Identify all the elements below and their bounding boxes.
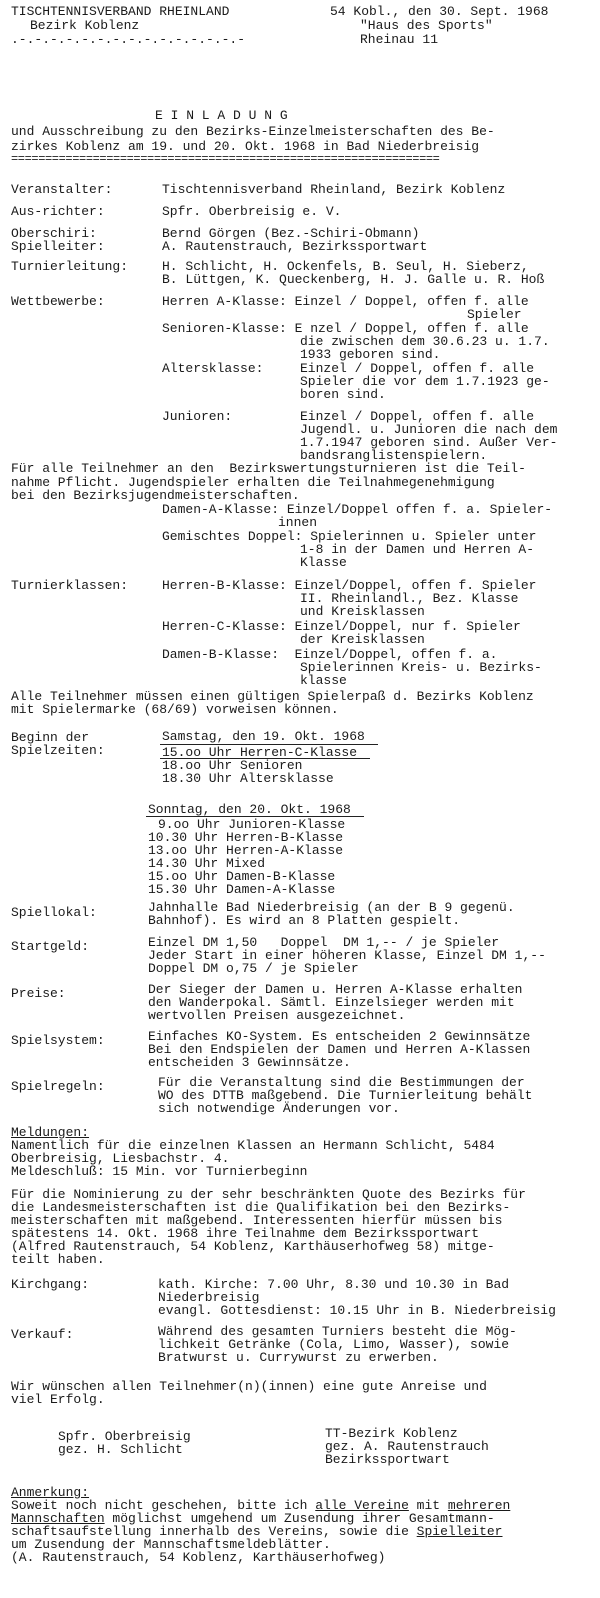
kirchgang-line-2: Niederbreisig bbox=[158, 1290, 260, 1305]
ausrichter-label: Aus-richter: bbox=[11, 204, 105, 219]
spielregeln-label: Spielregeln: bbox=[11, 1079, 105, 1094]
veranstalter-value: Tischtennisverband Rheinland, Bezirk Koblenz bbox=[162, 182, 506, 197]
startgeld-line-2: Jeder Start in einer höheren Klasse, Einzel DM 1,-- bbox=[148, 948, 546, 963]
nominierung-line-6: teilt haben. bbox=[11, 1252, 105, 1267]
oberschiri-label: Oberschiri: bbox=[11, 226, 97, 241]
spiellokal-label: Spiellokal: bbox=[11, 905, 97, 920]
gemischt-line-1: Gemischtes Doppel: Spielerinnen u. Spieler unter bbox=[162, 529, 537, 544]
herren-c-line-2: der Kreisklassen bbox=[300, 632, 425, 647]
sunday-entry: 10.30 Uhr Herren-B-Klasse bbox=[148, 830, 344, 845]
turnierleitung-label: Turnierleitung: bbox=[11, 259, 129, 274]
damen-b-line-1: Damen-B-Klasse: Einzel/Doppel, offen f. a. bbox=[162, 647, 498, 662]
preise-line-3: wertvollen Preisen ausgezeichnet. bbox=[148, 1008, 406, 1023]
kirchgang-label: Kirchgang: bbox=[11, 1277, 90, 1292]
herren-a-line-1: Herren A-Klasse: Einzel / Doppel, offen f. alle bbox=[162, 294, 529, 309]
damen-b-line-3: klasse bbox=[300, 673, 347, 688]
alters-name: Altersklasse: bbox=[162, 361, 264, 376]
senioren-line-2: die zwischen dem 30.6.23 u. 1.7. bbox=[300, 334, 550, 349]
spielsystem-line-2: Bei den Endspielen der Damen und Herren A-Klassen bbox=[148, 1042, 531, 1057]
anmerkung-line-5: (A. Rautenstrauch, 54 Koblenz, Karthäuserhofweg) bbox=[11, 1550, 386, 1565]
org-rule: .-.-.-.-.-.-.-.-.-.-.-.-.-.-.- bbox=[11, 32, 246, 47]
anmerkung-emphasis: alle Vereine bbox=[315, 1498, 409, 1513]
teilnahme-note-2: nahme Pflicht. Jugendspieler erhalten die Teilnahmegenehmigung bbox=[11, 475, 495, 490]
nominierung-line-4: spätestens 14. Okt. 1968 ihre Teilnahme dem Bezirkssportwart bbox=[11, 1226, 480, 1241]
damen-a-line-1: Damen-A-Klasse: Einzel/Doppel offen f. a. Spieler- bbox=[162, 502, 553, 517]
veranstalter-label: Veranstalter: bbox=[11, 182, 113, 197]
anmerkung-text: Soweit noch nicht geschehen, bitte ich bbox=[11, 1498, 316, 1513]
district-name: Bezirk Koblenz bbox=[30, 18, 140, 33]
date-line: 54 Kobl., den 30. Sept. 1968 bbox=[330, 4, 549, 19]
title-line-1: und Ausschreibung zu den Bezirks-Einzelmeisterschaften des Be- bbox=[11, 124, 495, 139]
junioren-line-2: Jugendl. u. Junioren die nach dem bbox=[300, 422, 558, 437]
spielregeln-line-2: WO des DTTB maßgebend. Die Turnierleitung behält bbox=[158, 1088, 533, 1103]
spielleiter-value: A. Rautenstrauch, Bezirkssportwart bbox=[162, 239, 428, 254]
oberschiri-value: Bernd Görgen (Bez.-Schiri-Obmann) bbox=[162, 226, 420, 241]
startgeld-line-1: Einzel DM 1,50 Doppel DM 1,-- / je Spieler bbox=[148, 935, 500, 950]
meldungen-heading: Meldungen: bbox=[11, 1125, 90, 1140]
anmerkung-emphasis: mehreren bbox=[447, 1498, 511, 1513]
herren-b-line-2: II. Rheinlandl., Bez. Klasse bbox=[300, 591, 519, 606]
closing-line-1: Wir wünschen allen Teilnehmer(n)(innen) eine gute Anreise und bbox=[11, 1379, 487, 1394]
alters-line-1: Einzel / Doppel, offen f. alle bbox=[300, 361, 535, 376]
herren-b-line-1: Herren-B-Klasse: Einzel/Doppel, offen f. Spieler bbox=[162, 578, 537, 593]
title-rule: =============================================================== bbox=[11, 152, 440, 166]
startgeld-line-3: Doppel DM o,75 / je Spieler bbox=[148, 961, 359, 976]
nominierung-line-5: (Alfred Rautenstrauch, 54 Koblenz, Karthäuserhofweg 58) mitge- bbox=[11, 1239, 495, 1254]
saturday-entry: 18.oo Uhr Senioren bbox=[162, 758, 303, 773]
schedule-label-1: Beginn der bbox=[11, 730, 90, 745]
verkauf-label: Verkauf: bbox=[11, 1327, 74, 1342]
nominierung-line-3: meisterschaften mit maßgebend. Interessenten hierfür müssen bis bbox=[11, 1213, 503, 1228]
anmerkung-text: möglichst umgehend um Zusendung ihrer Gesamtmann- bbox=[104, 1511, 495, 1526]
spielsystem-line-1: Einfaches KO-System. Es entscheiden 2 Gewinnsätze bbox=[148, 1029, 531, 1044]
herren-c-line-1: Herren-C-Klasse: Einzel/Doppel, nur f. Spieler bbox=[162, 619, 521, 634]
address-line-2: Rheinau 11 bbox=[360, 32, 439, 47]
spielregeln-line-1: Für die Veranstaltung sind die Bestimmungen der bbox=[158, 1075, 525, 1090]
teilnahme-note-3: bei den Bezirksjugendmeisterschaften. bbox=[11, 488, 300, 503]
spielsystem-label: Spielsystem: bbox=[11, 1033, 105, 1048]
junioren-line-3: 1.7.1947 geboren sind. Außer Ver- bbox=[300, 435, 558, 450]
turnierleitung-line-1: H. Schlicht, H. Ockenfels, B. Seul, H. Sieberz, bbox=[162, 259, 529, 274]
teilnahme-note-1: Für alle Teilnehmer an den Bezirkswertungsturnieren ist die Teil- bbox=[11, 461, 526, 476]
page-title: E I N L A D U N G bbox=[155, 108, 288, 123]
sunday-heading: Sonntag, den 20. Okt. 1968 bbox=[148, 802, 351, 817]
sunday-entry: 14.30 Uhr Mixed bbox=[148, 856, 266, 871]
saturday-entry: 18.30 Uhr Altersklasse bbox=[162, 771, 334, 786]
spielregeln-line-3: sich notwendige Änderungen vor. bbox=[158, 1101, 400, 1116]
turnierleitung-line-2: B. Lüttgen, K. Queckenberg, H. J. Galle u. R. Hoß bbox=[162, 272, 545, 287]
spiellokal-line-2: Bahnhof). Es wird an 8 Platten gespielt. bbox=[148, 913, 461, 928]
anmerkung-text: mit bbox=[408, 1498, 448, 1513]
meldungen-line-3: Meldeschluß: 15 Min. vor Turnierbeginn bbox=[11, 1164, 308, 1179]
startgeld-label: Startgeld: bbox=[11, 939, 90, 954]
meldungen-line-2: Oberbreisig, Liesbachstr. 4. bbox=[11, 1151, 230, 1166]
signature-right-line-3: Bezirkssportwart bbox=[325, 1452, 450, 1467]
preise-line-1: Der Sieger der Damen u. Herren A-Klasse erhalten bbox=[148, 982, 523, 997]
address-line-1: "Haus des Sports" bbox=[360, 18, 493, 33]
anmerkung-emphasis: Spielleiter bbox=[416, 1524, 503, 1539]
anmerkung-text: schaftsaufstellung innerhalb des Vereins, sowie die bbox=[11, 1524, 417, 1539]
herren-b-line-3: und Kreisklassen bbox=[300, 604, 425, 619]
junioren-line-4: bandsranglistenspielern. bbox=[300, 448, 488, 463]
sunday-entry: 15.30 Uhr Damen-A-Klasse bbox=[148, 882, 336, 897]
nominierung-line-2: die Landesmeisterschaften ist die Qualifikation bei den Bezirks- bbox=[11, 1200, 511, 1215]
org-name: TISCHTENNISVERBAND RHEINLAND bbox=[11, 4, 230, 19]
junioren-name: Junioren: bbox=[162, 409, 233, 424]
herren-a-line-2: Spieler bbox=[467, 307, 522, 322]
spielleiter-label: Spielleiter: bbox=[11, 239, 105, 254]
signature-right-line-1: TT-Bezirk Koblenz bbox=[325, 1426, 458, 1441]
nominierung-line-1: Für die Nominierung zu der sehr beschränkten Quote des Bezirks für bbox=[11, 1187, 526, 1202]
signature-right-line-2: gez. A. Rautenstrauch bbox=[325, 1439, 489, 1454]
damen-b-line-2: Spielerinnen Kreis- u. Bezirks- bbox=[300, 660, 542, 675]
anmerkung-heading: Anmerkung: bbox=[11, 1485, 90, 1500]
preise-line-2: den Wanderpokal. Sämtl. Einzelsieger werden mit bbox=[148, 995, 515, 1010]
turnierklassen-label: Turnierklassen: bbox=[11, 578, 129, 593]
schedule-label-2: Spielzeiten: bbox=[11, 743, 105, 758]
ausrichter-value: Spfr. Oberbreisig e. V. bbox=[162, 204, 342, 219]
closing-line-2: viel Erfolg. bbox=[11, 1392, 105, 1407]
verkauf-line-3: Bratwurst u. Currywurst zu erwerben. bbox=[158, 1350, 439, 1365]
spiellokal-line-1: Jahnhalle Bad Niederbreisig (an der B 9 gegenü. bbox=[148, 900, 515, 915]
senioren-line-1: Senioren-Klasse: E nzel / Doppel, offen f. alle bbox=[162, 321, 529, 336]
sunday-entry: 9.oo Uhr Junioren-Klasse bbox=[158, 817, 346, 832]
saturday-heading: Samstag, den 19. Okt. 1968 bbox=[162, 729, 365, 744]
spielsystem-line-3: entscheiden 3 Gewinnsätze. bbox=[148, 1055, 351, 1070]
verkauf-line-2: lichkeit Getränke (Cola, Limo, Wasser), sowie bbox=[158, 1337, 510, 1352]
junioren-line-1: Einzel / Doppel, offen f. alle bbox=[300, 409, 535, 424]
spielerpass-line-2: mit Spielermarke (68/69) vorweisen können. bbox=[11, 702, 339, 717]
meldungen-line-1: Namentlich für die einzelnen Klassen an Hermann Schlicht, 5484 bbox=[11, 1138, 495, 1153]
damen-a-line-2: innen bbox=[278, 515, 318, 530]
gemischt-line-3: Klasse bbox=[300, 555, 347, 570]
senioren-line-3: 1933 geboren sind. bbox=[300, 347, 441, 362]
title-line-2: zirkes Koblenz am 19. und 20. Okt. 1968 in Bad Niederbreisig bbox=[11, 139, 480, 154]
sunday-entry: 15.oo Uhr Damen-B-Klasse bbox=[148, 869, 336, 884]
spielerpass-line-1: Alle Teilnehmer müssen einen gültigen Spielerpaß d. Bezirks Koblenz bbox=[11, 689, 534, 704]
signature-left-line-2: gez. H. Schlicht bbox=[58, 1442, 183, 1457]
kirchgang-line-3: evangl. Gottesdienst: 10.15 Uhr in B. Niederbreisig bbox=[158, 1303, 556, 1318]
preise-label: Preise: bbox=[11, 986, 66, 1001]
gemischt-line-2: 1-8 in der Damen und Herren A- bbox=[300, 542, 535, 557]
alters-line-3: boren sind. bbox=[300, 387, 386, 402]
anmerkung-line-4: um Zusendung der Mannschaftsmeldeblätter. bbox=[11, 1537, 331, 1552]
kirchgang-line-1: kath. Kirche: 7.00 Uhr, 8.30 und 10.30 in Bad bbox=[158, 1277, 510, 1292]
anmerkung-emphasis: Mannschaften bbox=[11, 1511, 105, 1526]
saturday-entry: 15.oo Uhr Herren-C-Klasse bbox=[162, 745, 358, 760]
sunday-entry: 13.oo Uhr Herren-A-Klasse bbox=[148, 843, 344, 858]
wettbewerbe-label: Wettbewerbe: bbox=[11, 294, 105, 309]
verkauf-line-1: Während des gesamten Turniers besteht die Mög- bbox=[158, 1324, 517, 1339]
alters-line-2: Spieler die vor dem 1.7.1923 ge- bbox=[300, 374, 550, 389]
signature-left-line-1: Spfr. Oberbreisig bbox=[58, 1429, 191, 1444]
